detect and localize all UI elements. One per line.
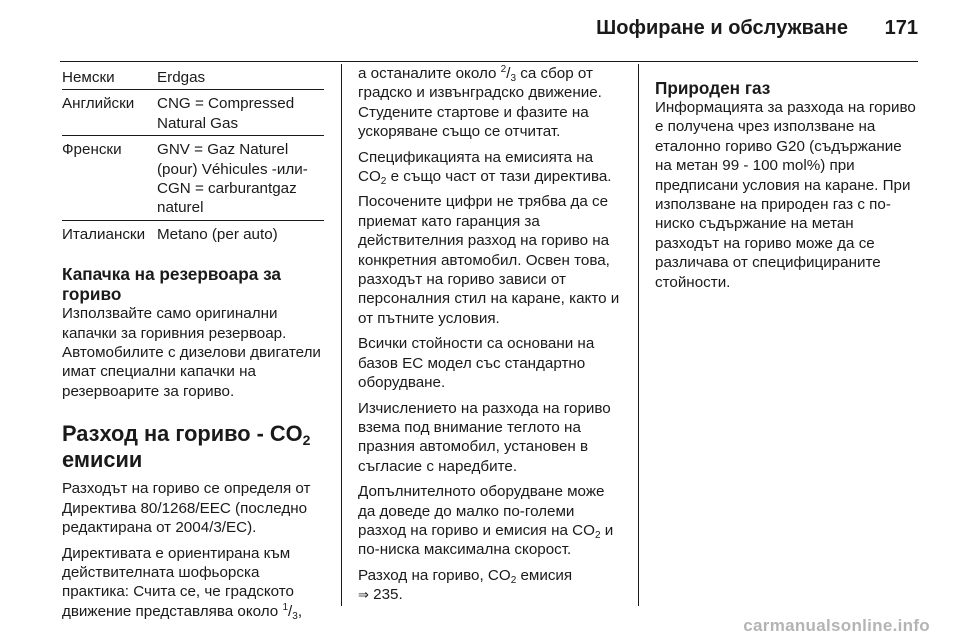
fuel-cap-text: Използвайте само оригинални капачки за горивния резервоар. Автомобилите с дизелови двигатели имат специални капачки на резервоарите за гориво. [62,305,321,400]
page-number: 171 [884,17,918,39]
consumption-text-2: Директивата е ориентирана към действителната шофьорска практика: Счита се, че градското движение представлява около $^1/_3$, [62,544,303,622]
language-name: Английски [62,90,157,136]
language-name: Италиански [62,220,157,246]
language-table [62,64,324,246]
column-3 [655,64,920,298]
column-2 [358,64,620,611]
header-divider [60,61,918,62]
table-row [62,136,324,221]
arrow-right-icon: ⇒ [358,587,369,603]
language-term: Metano (per auto) [157,220,324,246]
consumption-text-1: Разходът на гориво се определя от Директива 80/1268/EEC (последно редактирана от 2004/3/EC). [62,480,311,537]
guarantee-text: Посочените цифри не трябва да се приемат като гаранция за действителния разход на гориво на конкретния автомобил. Освен това, разходът на гориво зависи от персоналния стил на каране, както и от пътните условия. [358,193,620,327]
section-heading-consumption: Разход на гориво - $CO_2$ емисии [62,421,311,473]
column-1 [62,64,324,627]
section-heading-fuel-cap: Капачка на резервоара за гориво [62,264,281,305]
table-row [62,90,324,136]
emission-spec-text: Спецификацията на емисията на $CO_2$ е също част от тази директива. [358,148,612,188]
base-model-text: Всички стойности са основани на базов ЕС модел със стандартно оборудване. [358,335,595,392]
page-link[interactable]: ⇒ 235. [358,586,403,604]
language-term: GNV = Gaz Naturel (pour) Véhicules -или- CGN = carburantgaz naturel [157,136,324,221]
language-term: CNG = Compressed Natural Gas [157,90,324,136]
language-name: Немски [62,69,115,86]
table-row [62,64,324,90]
cross-reference: Разход на гориво, $CO_2$ емисия [358,566,573,586]
calculation-text: Изчислението на разхода на гориво взема под внимание теглото на празния автомобил, установен в съгласие с наредбите. [358,399,611,475]
language-term: Erdgas [157,69,206,86]
header-title: Шофиране и обслужване [596,17,848,39]
consumption-text-3: а останалите около $^2/_3$ са сбор от градско и извънградско движение. Студените стартове и фазите на ускоряване също се отчитат. [358,64,602,141]
column-divider-1 [341,64,342,606]
equipment-text: Допълнителното оборудване може да доведе до малко по-големи разход на гориво и емисия на $CO_2$ и по-ниска максимална скорост. [358,483,614,559]
language-name: Френски [62,136,157,221]
natural-gas-text: Информацията за разхода на гориво е получена чрез използване на еталонно гориво G20 (съдържание на метан 99 - 100 mol%) при предписани условия на каране. При използване на природен газ с по-ниско съдържание на метан разходът на гориво може да се различава от специфицираните стойности. [655,99,916,291]
table-row [62,220,324,246]
section-heading-natural-gas: Природен газ [655,78,771,98]
column-divider-2 [638,64,639,606]
page-header [0,0,960,62]
watermark-text: carmanualsonline.info [743,616,930,635]
